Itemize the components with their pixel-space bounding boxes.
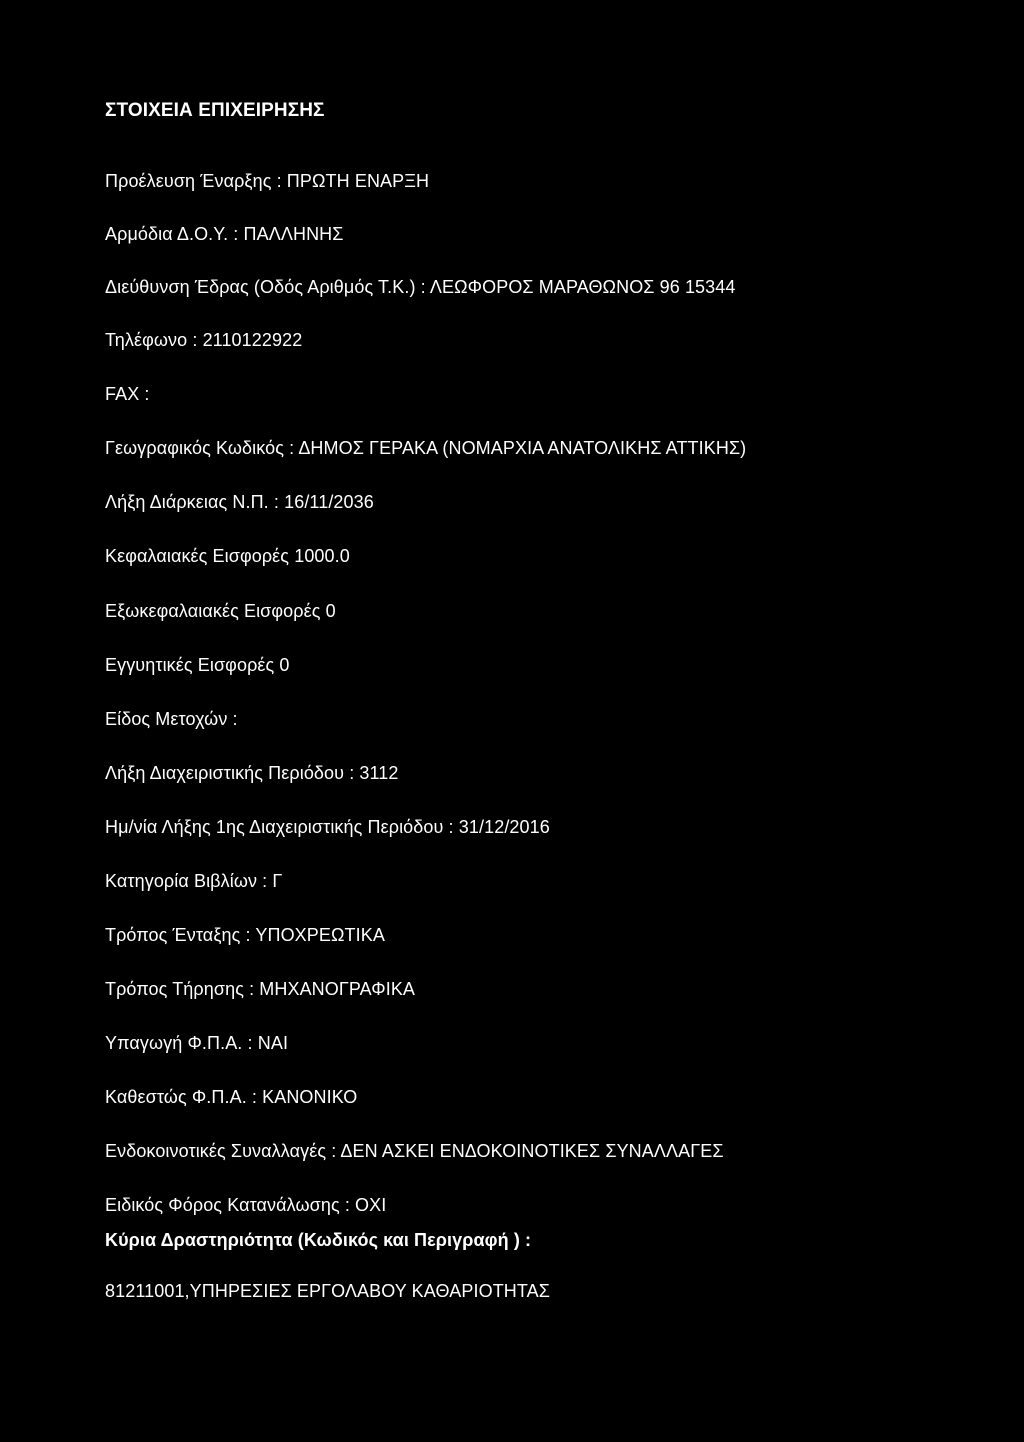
section-title: ΣΤΟΙΧΕΙΑ ΕΠΙΧΕΙΡΗΣΗΣ <box>105 100 325 121</box>
field-value: 16/11/2036 <box>284 492 374 512</box>
field-label: Προέλευση Έναρξης : <box>105 171 282 191</box>
field-guarantee-contributions <box>105 654 290 676</box>
field-value: ΜΗΧΑΝΟΓΡΑΦΙΚΑ <box>259 979 416 999</box>
field-label: Λήξη Διάρκειας Ν.Π. : <box>105 492 279 512</box>
field-value: 3112 <box>359 763 399 783</box>
field-value: ΚΑΝΟΝΙΚΟ <box>262 1087 358 1107</box>
field-label: Λήξη Διαχειριστικής Περιόδου : <box>105 763 355 783</box>
field-label: Καθεστώς Φ.Π.Α. : <box>105 1087 257 1107</box>
field-address <box>105 276 736 298</box>
field-fax <box>105 383 155 405</box>
field-value: ΔΗΜΟΣ ΓΕΡΑΚΑ (ΝΟΜΑΡΧΙΑ ΑΝΑΤΟΛΙΚΗΣ ΑΤΤΙΚΗΣ) <box>298 438 747 458</box>
field-label: Υπαγωγή Φ.Π.Α. : <box>105 1033 253 1053</box>
field-share-type <box>105 708 243 730</box>
field-label: Είδος Μετοχών : <box>105 709 238 729</box>
field-value: 0 <box>279 655 290 675</box>
field-value: 1000.0 <box>294 546 350 566</box>
field-bookkeeping-method <box>105 978 415 1000</box>
field-geo-code <box>105 437 746 459</box>
field-value: Γ <box>272 871 283 891</box>
field-label: Τρόπος Τήρησης : <box>105 979 255 999</box>
field-value: ΠΡΩΤΗ ΕΝΑΡΞΗ <box>286 171 430 191</box>
field-value: 31/12/2016 <box>458 817 550 837</box>
field-books-category <box>105 870 282 892</box>
field-label: Ειδικός Φόρος Κατανάλωσης : <box>105 1195 350 1215</box>
field-tax-office <box>105 223 344 245</box>
field-value: 0 <box>325 601 336 621</box>
field-phone <box>105 329 302 351</box>
field-value: ΝΑΙ <box>257 1033 289 1053</box>
field-duration-end <box>105 491 374 513</box>
field-label: Διεύθυνση Έδρας (Οδός Αριθμός Τ.Κ.) : <box>105 277 426 297</box>
field-label: Εξωκεφαλαιακές Εισφορές <box>105 601 321 621</box>
field-intra-community-transactions <box>105 1140 724 1162</box>
field-first-fiscal-period-end <box>105 816 550 838</box>
field-value: ΥΠΟΧΡΕΩΤΙΚΑ <box>255 925 385 945</box>
field-excise-tax <box>105 1194 386 1216</box>
field-vat-subject <box>105 1032 288 1054</box>
field-inclusion-method <box>105 924 385 946</box>
field-start-origin <box>105 170 429 192</box>
field-label: Κεφαλαιακές Εισφορές <box>105 546 290 566</box>
field-label: Τηλέφωνο : <box>105 330 198 350</box>
field-extra-capital-contributions <box>105 600 336 622</box>
field-value: ΔΕΝ ΑΣΚΕΙ ΕΝΔΟΚΟΙΝΟΤΙΚΕΣ ΣΥΝΑΛΛΑΓΕΣ <box>340 1141 724 1161</box>
main-activity-label: Κύρια Δραστηριότητα (Κωδικός και Περιγραφή ) : <box>105 1230 532 1250</box>
field-label: Γεωγραφικός Κωδικός : <box>105 438 295 458</box>
field-label: Τρόπος Ένταξης : <box>105 925 251 945</box>
field-label: Αρμόδια Δ.Ο.Υ. : <box>105 224 239 244</box>
field-value: ΠΑΛΛΗΝΗΣ <box>243 224 344 244</box>
field-label: Κατηγορία Βιβλίων : <box>105 871 268 891</box>
field-capital-contributions <box>105 545 350 567</box>
field-label: FAX : <box>105 384 150 404</box>
field-value: ΟΧΙ <box>355 1195 387 1215</box>
field-label: Ημ/νία Λήξης 1ης Διαχειριστικής Περιόδου : <box>105 817 454 837</box>
field-fiscal-period-end <box>105 762 399 784</box>
main-activity-value: 81211001,ΥΠΗΡΕΣΙΕΣ ΕΡΓΟΛΑΒΟΥ ΚΑΘΑΡΙΟΤΗΤΑΣ <box>105 1281 550 1301</box>
field-value: ΛΕΩΦΟΡΟΣ ΜΑΡΑΘΩΝΟΣ 96 15344 <box>429 277 736 297</box>
field-vat-status <box>105 1086 357 1108</box>
field-label: Εγγυητικές Εισφορές <box>105 655 275 675</box>
field-value: 2110122922 <box>202 330 303 350</box>
field-label: Ενδοκοινοτικές Συναλλαγές : <box>105 1141 337 1161</box>
